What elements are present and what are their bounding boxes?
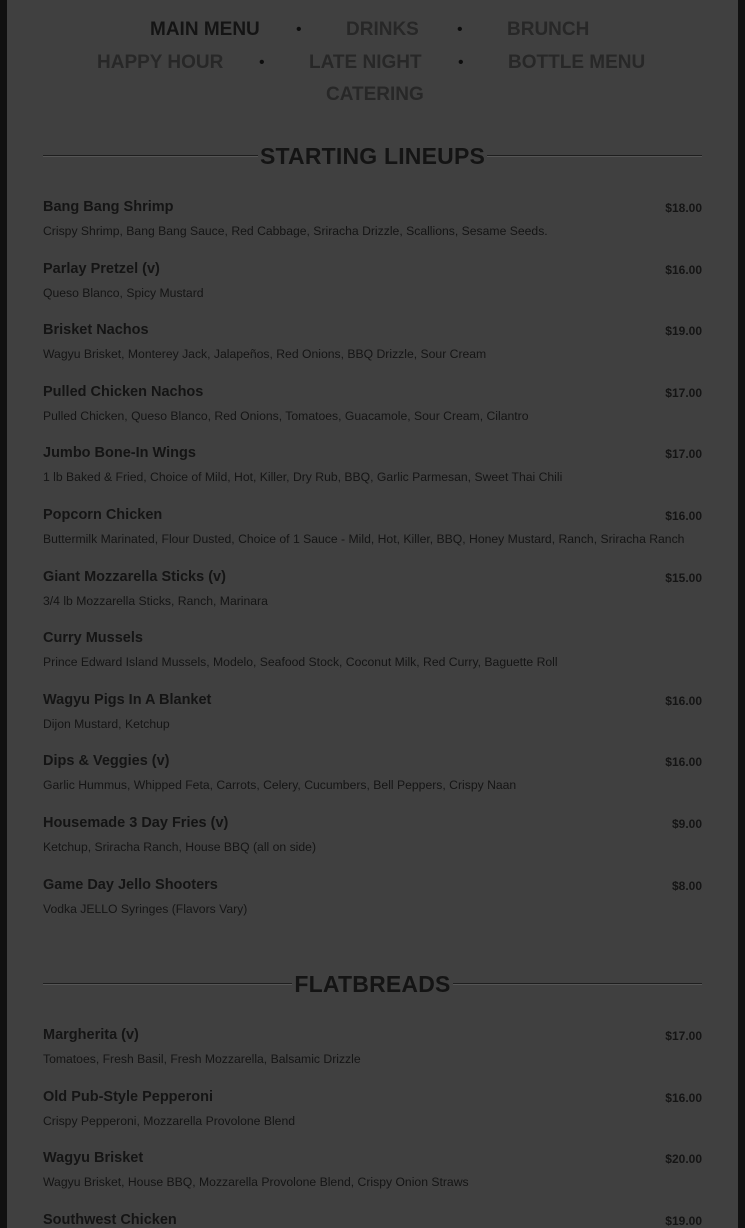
item-price: $16.00 [665,1091,702,1105]
menu-item [43,628,702,678]
nav-link-happy-hour[interactable]: HAPPY HOUR [97,52,224,73]
section-title: FLATBREADS [294,971,451,997]
menu-item [43,1087,702,1137]
item-description: Buttermilk Marinated, Flour Dusted, Choice of 1 Sauce - Mild, Hot, Killer, BBQ, Honey Mustard, Ranch, Sriracha Ranch [43,532,685,546]
item-price: $17.00 [665,386,702,400]
menu-item [43,505,702,555]
menu-item [43,875,702,925]
menu-item [43,259,702,309]
menu-item [43,1025,702,1075]
item-description: Crispy Shrimp, Bang Bang Sauce, Red Cabbage, Sriracha Drizzle, Scallions, Sesame Seeds. [43,224,548,238]
menu-item [43,690,702,740]
menu-item [43,1210,702,1228]
nav-separator: • [457,21,463,38]
menu-item [43,382,702,432]
item-name: Housemade 3 Day Fries (v) [43,815,229,831]
item-name: Wagyu Pigs In A Blanket [43,692,212,708]
item-name: Wagyu Brisket [43,1150,144,1166]
item-description: 1 lb Baked & Fried, Choice of Mild, Hot, Killer, Dry Rub, BBQ, Garlic Parmesan, Sweet Thai Chili [43,470,563,484]
item-price: $16.00 [665,694,702,708]
item-description: Wagyu Brisket, House BBQ, Mozzarella Provolone Blend, Crispy Onion Straws [43,1175,469,1189]
item-name: Old Pub-Style Pepperoni [43,1089,213,1105]
item-description: Wagyu Brisket, Monterey Jack, Jalapeños, Red Onions, BBQ Drizzle, Sour Cream [43,347,487,361]
item-price: $20.00 [665,1152,702,1166]
item-price: $8.00 [671,879,702,893]
item-name: Jumbo Bone-In Wings [43,445,196,461]
menu-item [43,751,702,801]
item-price: $19.00 [665,324,702,338]
item-price: $17.00 [665,447,702,461]
menu-item [43,567,702,617]
item-price: $16.00 [665,755,702,769]
nav-link-main-menu[interactable]: MAIN MENU [150,19,260,40]
item-price: $16.00 [665,509,702,523]
menu-nav-row [7,17,738,43]
item-name: Popcorn Chicken [43,507,163,523]
item-price: $9.00 [671,817,702,831]
item-name: Margherita (v) [43,1027,139,1043]
nav-link-late-night[interactable]: LATE NIGHT [309,52,422,73]
item-description: Queso Blanco, Spicy Mustard [43,286,204,300]
section-title: STARTING LINEUPS [259,143,486,169]
nav-link-bottle-menu[interactable]: BOTTLE MENU [508,52,646,73]
item-price: $16.00 [665,263,702,277]
item-price: $19.00 [665,1214,702,1228]
section-heading-flatbreads [43,969,702,999]
item-name: Brisket Nachos [43,322,149,338]
nav-link-catering[interactable]: CATERING [326,84,424,105]
menu-item [43,813,702,863]
item-description: 3/4 lb Mozzarella Sticks, Ranch, Marinara [43,594,268,608]
menu-nav-row [7,50,738,76]
item-description: Dijon Mustard, Ketchup [43,717,170,731]
nav-separator: • [296,21,302,38]
item-price: $17.00 [665,1029,702,1043]
nav-link-drinks[interactable]: DRINKS [346,19,419,40]
item-name: Dips & Veggies (v) [43,753,170,769]
item-description: Tomatoes, Fresh Basil, Fresh Mozzarella, Balsamic Drizzle [43,1052,361,1066]
nav-link-brunch[interactable]: BRUNCH [507,19,590,40]
item-name: Game Day Jello Shooters [43,877,218,893]
item-name: Pulled Chicken Nachos [43,384,204,400]
section-heading-starting-lineups [43,141,702,171]
nav-separator: • [458,54,464,71]
item-name: Southwest Chicken [43,1212,177,1228]
menu-panel [7,0,738,1228]
item-name: Parlay Pretzel (v) [43,261,160,277]
menu-item [43,1148,702,1198]
item-description: Garlic Hummus, Whipped Feta, Carrots, Celery, Cucumbers, Bell Peppers, Crispy Naan [43,778,517,792]
item-name: Bang Bang Shrimp [43,199,174,215]
menu-item [43,320,702,370]
item-description: Prince Edward Island Mussels, Modelo, Seafood Stock, Coconut Milk, Red Curry, Baguette Roll [43,655,558,669]
item-price: $18.00 [665,201,702,215]
nav-separator: • [259,54,265,71]
item-name: Giant Mozzarella Sticks (v) [43,569,226,585]
menu-item [43,443,702,493]
item-name: Curry Mussels [43,630,143,646]
menu-nav-row [7,82,738,108]
menu-item [43,197,702,247]
item-description: Crispy Pepperoni, Mozzarella Provolone Blend [43,1114,296,1128]
item-description: Ketchup, Sriracha Ranch, House BBQ (all on side) [43,840,316,854]
item-description: Vodka JELLO Syringes (Flavors Vary) [43,902,248,916]
item-price: $15.00 [665,571,702,585]
item-description: Pulled Chicken, Queso Blanco, Red Onions, Tomatoes, Guacamole, Sour Cream, Cilantro [43,409,529,423]
